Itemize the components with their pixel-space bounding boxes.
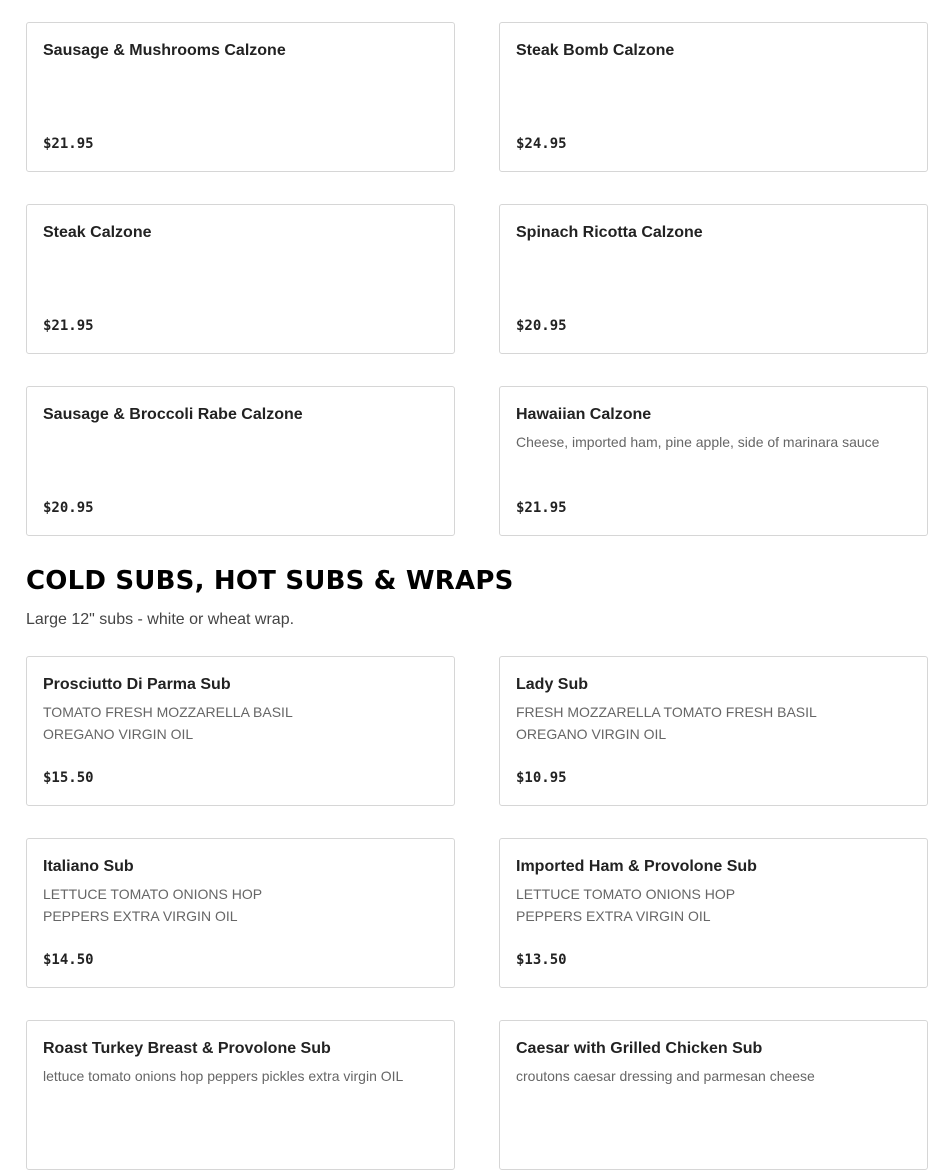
menu-item-card[interactable] (26, 1020, 455, 1170)
menu-item-description: lettuce tomato onions hop peppers pickles extra virgin OIL (43, 1068, 404, 1084)
menu-item-price: $15.50 (43, 770, 94, 786)
menu-item-name: Imported Ham & Provolone Sub (516, 858, 757, 875)
section-title: COLD SUBS, HOT SUBS & WRAPS (26, 566, 514, 596)
menu-item-name: Caesar with Grilled Chicken Sub (516, 1040, 763, 1057)
menu-item-card[interactable] (499, 656, 928, 806)
menu-item-card[interactable] (26, 386, 455, 536)
menu-item-description: Cheese, imported ham, pine apple, side of marinara sauce (516, 434, 880, 450)
menu-item-price: $10.95 (516, 770, 567, 786)
menu-item-card[interactable] (499, 22, 928, 172)
menu-item-price: $21.95 (516, 500, 567, 516)
menu-item-description: LETTUCE TOMATO ONIONS HOP PEPPERS EXTRA VIRGIN OIL (516, 886, 735, 924)
menu-item-card[interactable] (26, 656, 455, 806)
menu-item-description: FRESH MOZZARELLA TOMATO FRESH BASIL OREGANO VIRGIN OIL (516, 704, 817, 742)
menu-item-name: Steak Calzone (43, 224, 152, 241)
menu-item-price: $24.95 (516, 136, 567, 152)
menu-item-price: $14.50 (43, 952, 94, 968)
menu-item-name: Lady Sub (516, 676, 589, 693)
menu-item-description: TOMATO FRESH MOZZARELLA BASIL OREGANO VIRGIN OIL (43, 704, 293, 742)
menu-item-name: Steak Bomb Calzone (516, 42, 675, 59)
section-subtitle: Large 12" subs - white or wheat wrap. (26, 611, 295, 628)
menu-item-price: $21.95 (43, 136, 94, 152)
menu-item-name: Sausage & Broccoli Rabe Calzone (43, 406, 303, 423)
menu-item-card[interactable] (26, 204, 455, 354)
menu-item-description: croutons caesar dressing and parmesan cheese (516, 1068, 815, 1084)
menu-item-name: Roast Turkey Breast & Provolone Sub (43, 1040, 331, 1057)
menu-item-card[interactable] (499, 386, 928, 536)
menu-item-name: Spinach Ricotta Calzone (516, 224, 703, 241)
subs-grid (26, 656, 928, 1170)
menu-item-name: Italiano Sub (43, 858, 134, 875)
menu-item-card[interactable] (499, 204, 928, 354)
menu-item-price: $20.95 (516, 318, 567, 334)
menu-item-description: LETTUCE TOMATO ONIONS HOP PEPPERS EXTRA VIRGIN OIL (43, 886, 262, 924)
menu-item-name: Sausage & Mushrooms Calzone (43, 42, 286, 59)
calzone-grid (26, 22, 928, 536)
menu-item-name: Prosciutto Di Parma Sub (43, 676, 231, 693)
menu-item-card[interactable] (26, 838, 455, 988)
menu-item-price: $20.95 (43, 500, 94, 516)
menu-item-card[interactable] (499, 1020, 928, 1170)
menu-item-price: $13.50 (516, 952, 567, 968)
menu-item-name: Hawaiian Calzone (516, 406, 652, 423)
menu-item-price: $21.95 (43, 318, 94, 334)
menu-item-card[interactable] (499, 838, 928, 988)
menu-item-card[interactable] (26, 22, 455, 172)
